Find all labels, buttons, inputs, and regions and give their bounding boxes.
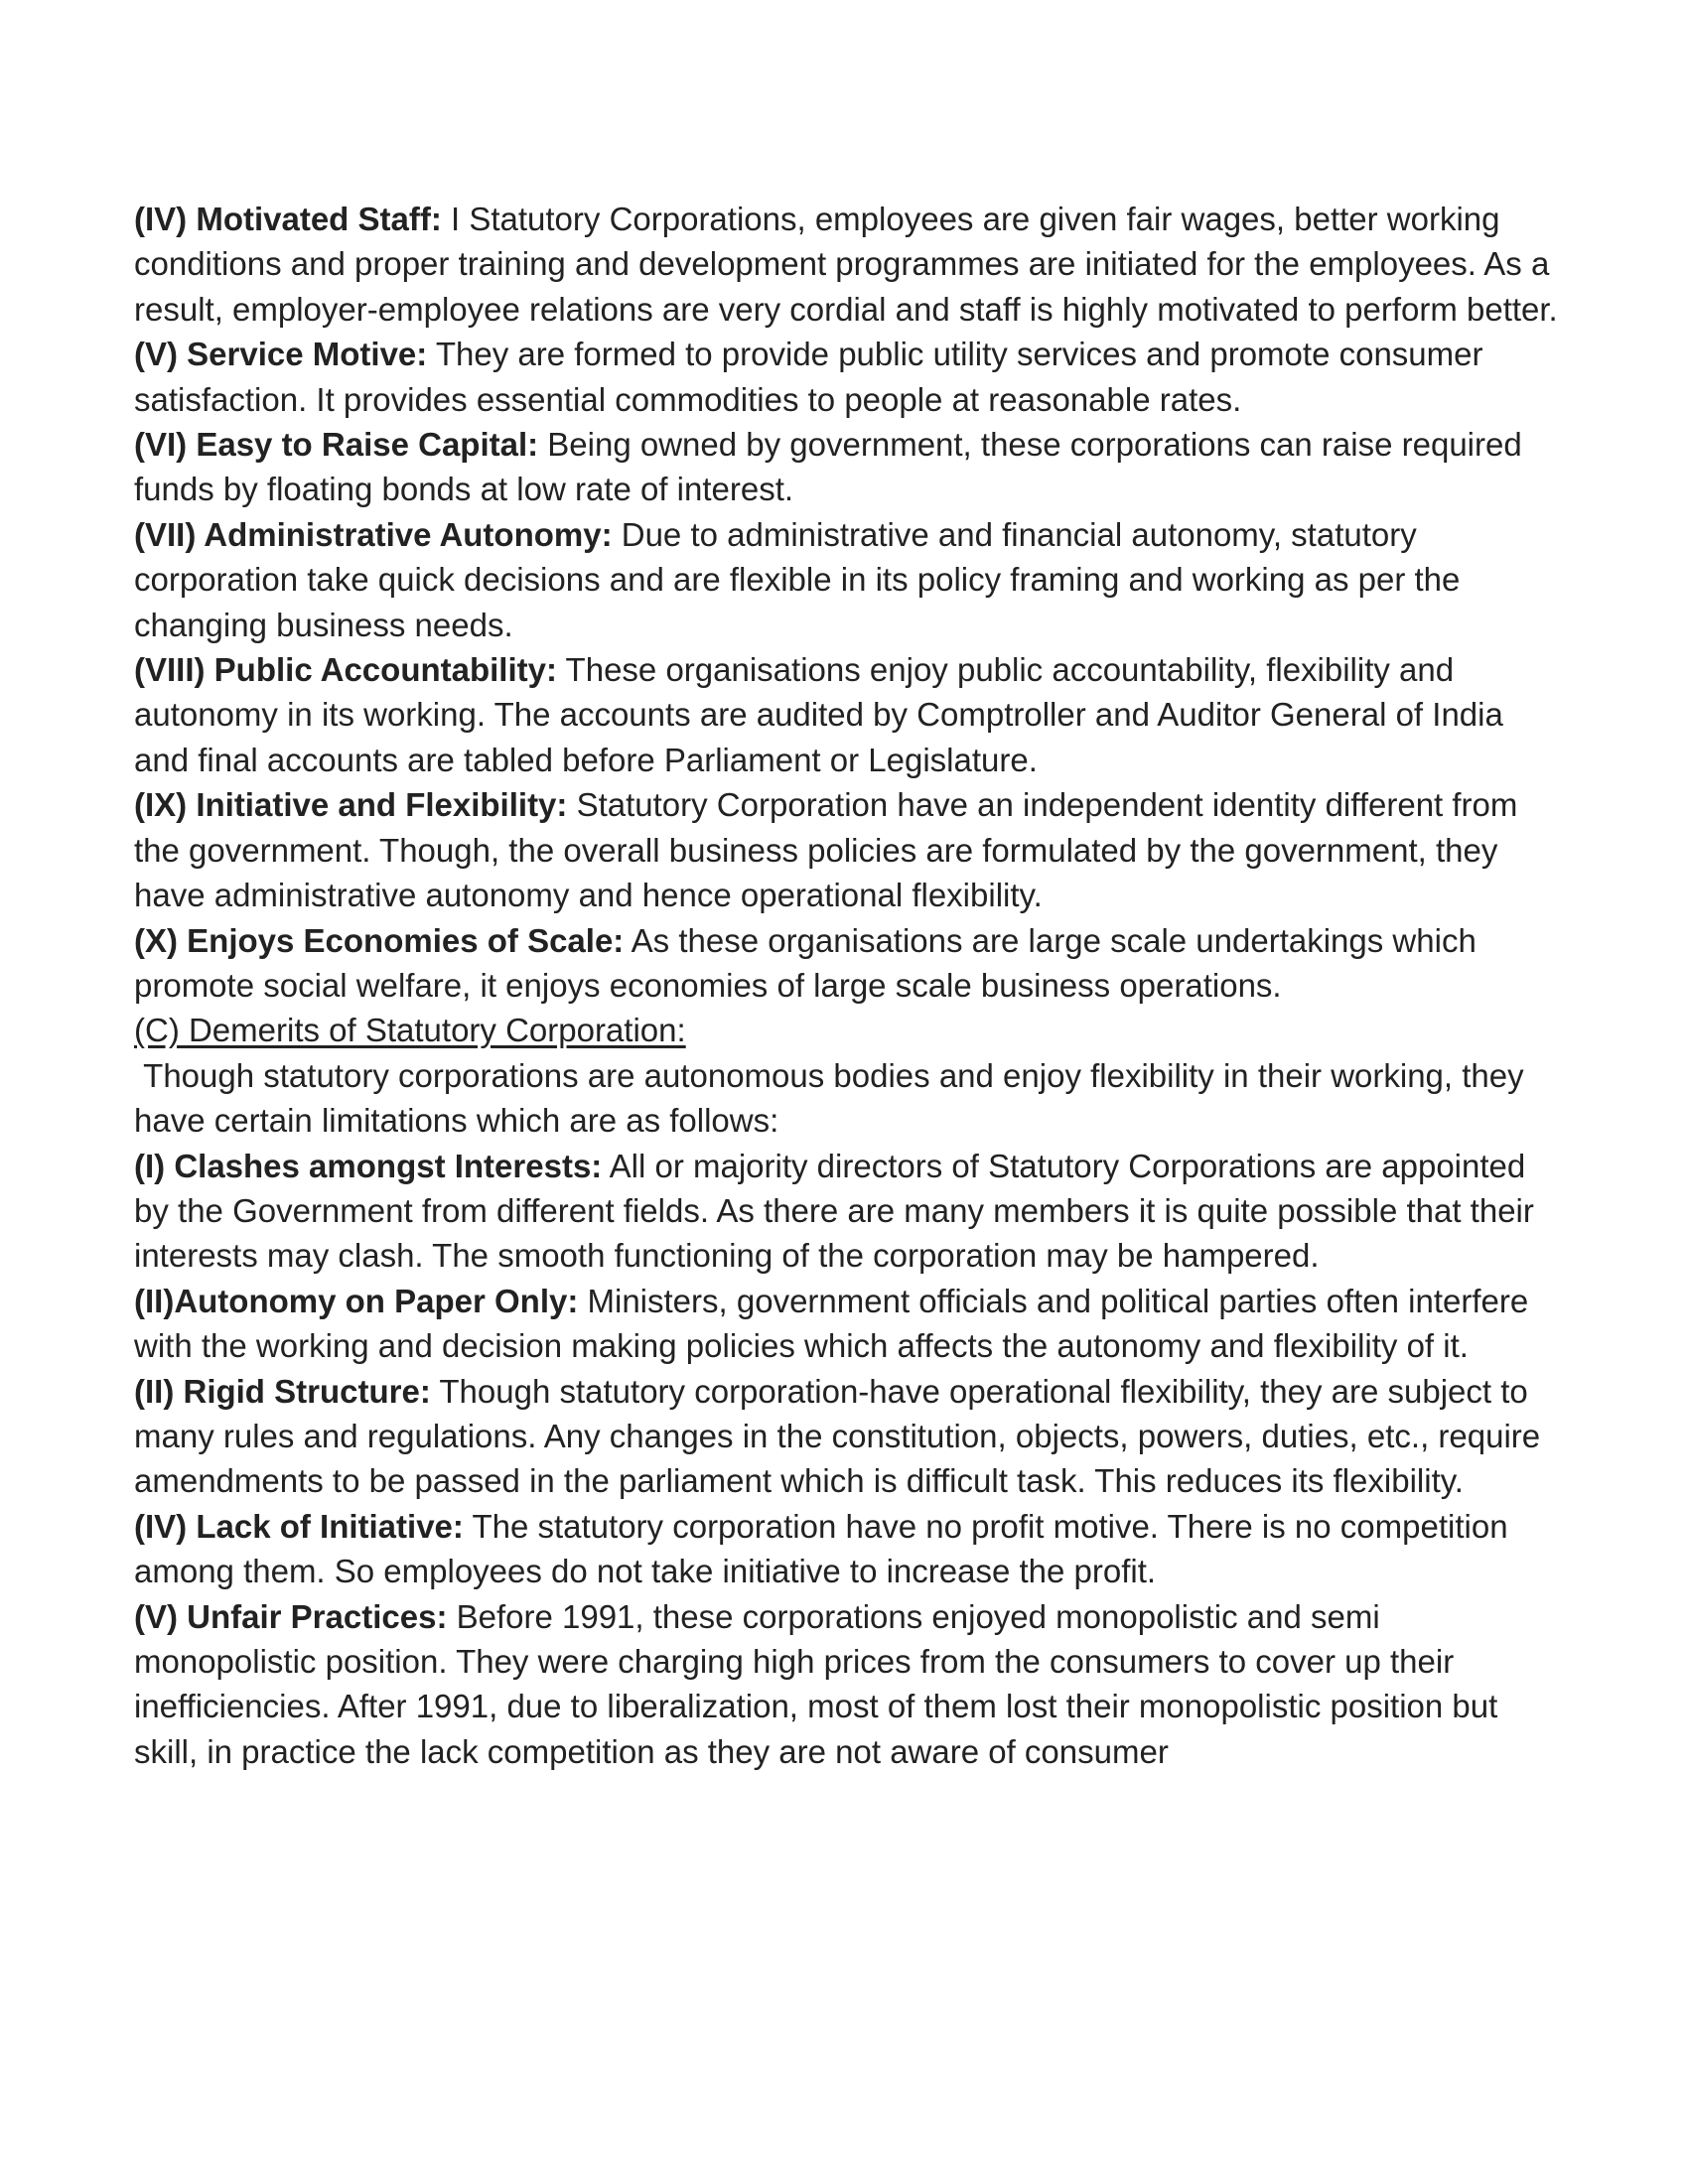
merit-paragraph (134, 647, 1564, 782)
demerit-term: (II)Autonomy on Paper Only: (134, 1282, 579, 1319)
demerit-text: Ministers, government officials and political parties often interfere with the working and decision making policies which affects the autonomy and flexibility of it. (134, 1282, 1529, 1365)
merit-text: I Statutory Corporations, employees are given fair wages, better working conditions and proper training and development programmes are initiated for the employees. As a result, employer-employee relations are very cordial and staff is highly motivated to perform better. (134, 201, 1558, 328)
merit-term: (VI) Easy to Raise Capital: (134, 426, 539, 464)
document-body (134, 197, 1564, 1774)
merit-paragraph (134, 332, 1564, 422)
demerit-text: The statutory corporation have no profit motive. There is no competition among them. So employees do not take initiative to increase the profit. (134, 1507, 1508, 1590)
merit-text: Being owned by government, these corporations can raise required funds by floating bonds at low rate of interest. (134, 426, 1522, 508)
merit-text: These organisations enjoy public accountability, flexibility and autonomy in its working. The accounts are audited by Comptroller and Auditor General of India and final accounts are tabled before Parliament or Legislature. (134, 651, 1503, 778)
merit-paragraph (134, 422, 1564, 512)
merit-paragraph (134, 512, 1564, 647)
demerit-paragraph (134, 1144, 1564, 1279)
demerit-paragraph (134, 1279, 1564, 1369)
demerit-term: (I) Clashes amongst Interests: (134, 1147, 603, 1184)
demerit-text: All or majority directors of Statutory Corporations are appointed by the Government from different fields. As there are many members it is quite possible that their interests may clash. The smooth functioning of the corporation may be hampered. (134, 1147, 1534, 1275)
demerit-term: (II) Rigid Structure: (134, 1372, 431, 1410)
merit-term: (IV) Motivated Staff: (134, 201, 442, 237)
demerit-paragraph (134, 1369, 1564, 1504)
merit-term: (VIII) Public Accountability: (134, 651, 557, 689)
demerit-term: (V) Unfair Practices: (134, 1597, 448, 1635)
merit-text: Statutory Corporation have an independent identity different from the government. Though, the overall business policies are formulated by the government, they have administrative autonomy and hence operational flexibility. (134, 786, 1518, 914)
section-heading-line (134, 1008, 1564, 1052)
merit-paragraph (134, 918, 1564, 1009)
merit-text: They are formed to provide public utility services and promote consumer satisfaction. It provides essential commodities to people at reasonable rates. (134, 336, 1483, 418)
demerit-text: Before 1991, these corporations enjoyed monopolistic and semi monopolistic position. They were charging high prices from the consumers to cover up their inefficiencies. After 1991, due to liberalization, most of them lost their monopolistic position but skill, in practice the lack competition as they are not aware of consumer (134, 1597, 1498, 1770)
merit-term: (IX) Initiative and Flexibility: (134, 786, 568, 824)
merit-term: (V) Service Motive: (134, 336, 428, 373)
merit-text: As these organisations are large scale undertakings which promote social welfare, it enjoys economies of large scale business operations. (134, 921, 1477, 1004)
merit-term: (VII) Administrative Autonomy: (134, 515, 613, 553)
merit-text: Due to administrative and financial autonomy, statutory corporation take quick decisions and are flexible in its policy framing and working as per the changing business needs. (134, 515, 1461, 643)
merit-term: (X) Enjoys Economies of Scale: (134, 921, 625, 959)
demerit-text: Though statutory corporation-have operational flexibility, they are subject to many rules and regulations. Any changes in the constitution, objects, powers, duties, etc., require amendments to be passed in the parliament which is difficult task. This reduces its flexibility. (134, 1372, 1541, 1500)
demerit-paragraph (134, 1504, 1564, 1594)
merit-paragraph (134, 782, 1564, 917)
merit-paragraph (134, 197, 1564, 332)
section-intro: Though statutory corporations are autonomous bodies and enjoy flexibility in their working, they have certain limitations which are as follows: (134, 1056, 1533, 1140)
demerit-paragraph (134, 1594, 1564, 1775)
section-heading: (C) Demerits of Statutory Corporation: (134, 1012, 686, 1049)
demerit-term: (IV) Lack of Initiative: (134, 1507, 464, 1545)
